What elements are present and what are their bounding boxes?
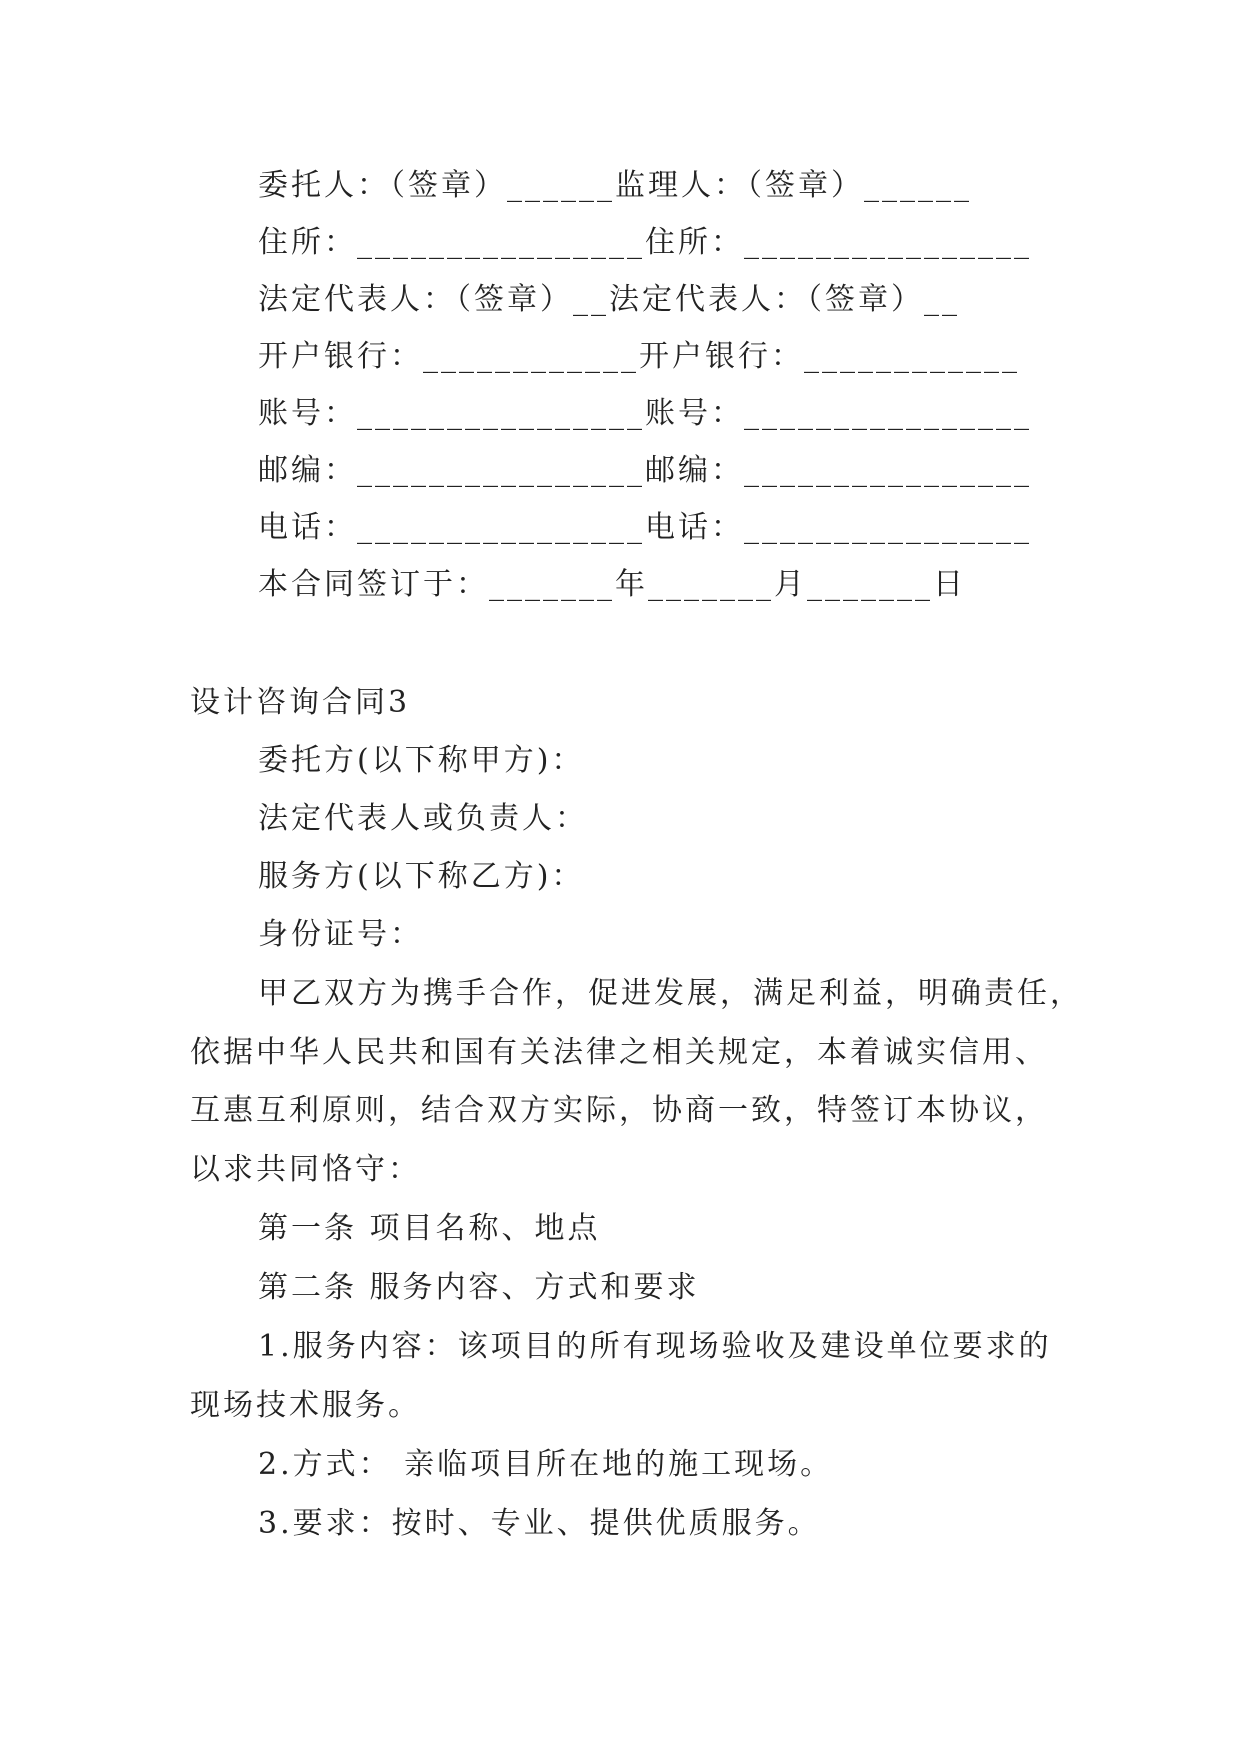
intro-paragraph-line: 甲乙双方为携手合作，促进发展，满足利益，明确责任， bbox=[258, 976, 1083, 1011]
signature-row-principal: 委托人：（签章）______监理人：（签章）______ bbox=[258, 168, 972, 203]
service-requirement-item: 3.要求：按时、专业、提供优质服务。 bbox=[258, 1506, 821, 1541]
intro-paragraph-line: 互惠互利原则，结合双方实际，协商一致，特签订本协议， bbox=[190, 1093, 1048, 1128]
id-number-field: 身份证号： bbox=[258, 917, 423, 952]
signature-row-legal-rep: 法定代表人：（签章）__法定代表人：（签章）__ bbox=[258, 282, 960, 317]
signature-row-postcode: 邮编：________________邮编：________________ bbox=[258, 453, 1032, 488]
service-content-item-continued: 现场技术服务。 bbox=[190, 1388, 421, 1423]
intro-paragraph-line: 依据中华人民共和国有关法律之相关规定，本着诚实信用、 bbox=[190, 1035, 1048, 1070]
signature-row-bank: 开户银行：____________开户银行：____________ bbox=[258, 339, 1020, 374]
service-method-item: 2.方式： 亲临项目所在地的施工现场。 bbox=[258, 1447, 834, 1482]
signature-row-date: 本合同签订于：_______年_______月_______日 bbox=[258, 567, 966, 602]
intro-paragraph-line: 以求共同恪守： bbox=[190, 1152, 421, 1187]
client-field: 委托方(以下称甲方)： bbox=[258, 743, 585, 778]
signature-row-account: 账号：________________账号：________________ bbox=[258, 396, 1032, 431]
article-1-heading: 第一条 项目名称、地点 bbox=[258, 1211, 601, 1246]
signature-row-phone: 电话：________________电话：________________ bbox=[258, 510, 1032, 545]
service-content-item: 1.服务内容：该项目的所有现场验收及建设单位要求的 bbox=[258, 1329, 1052, 1364]
article-2-heading: 第二条 服务内容、方式和要求 bbox=[258, 1270, 700, 1305]
provider-field: 服务方(以下称乙方)： bbox=[258, 859, 585, 894]
legal-rep-field: 法定代表人或负责人： bbox=[258, 801, 588, 836]
signature-row-address: 住所：________________住所：________________ bbox=[258, 225, 1032, 260]
contract-title: 设计咨询合同3 bbox=[190, 685, 411, 720]
